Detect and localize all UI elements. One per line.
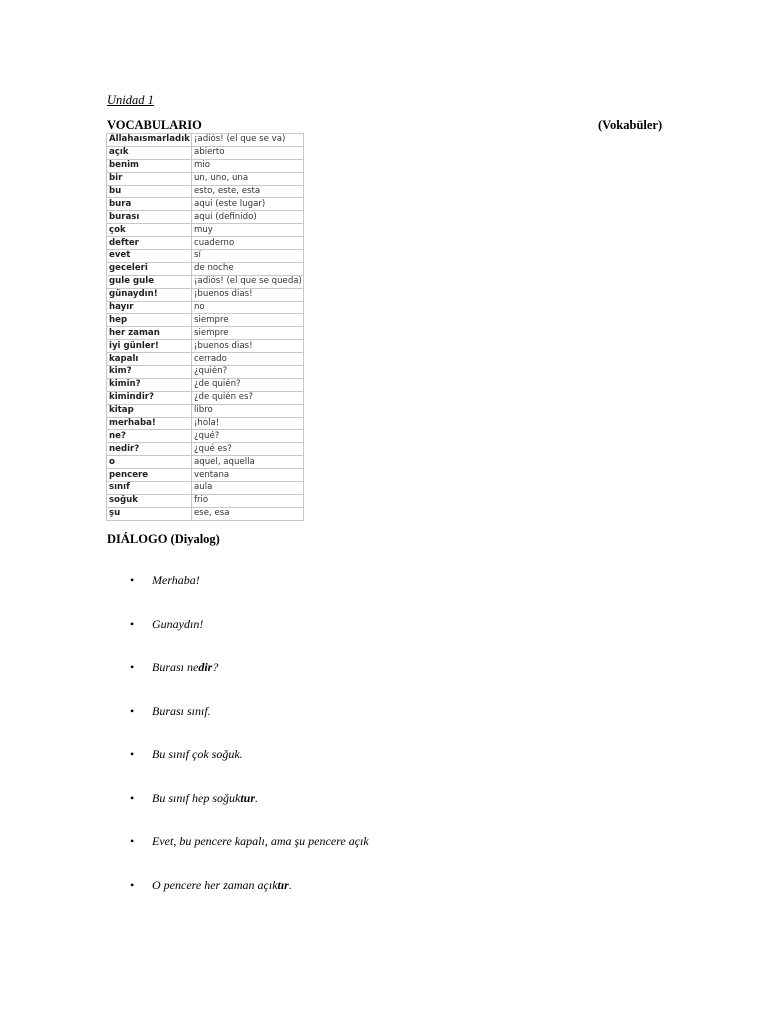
vocabulary-term: Allahaısmarladık	[107, 134, 192, 147]
vocabulary-row	[107, 507, 304, 520]
vocabulary-term: benim	[107, 159, 192, 172]
vocabulary-table	[106, 133, 304, 521]
vocabulary-row	[107, 237, 304, 250]
vocabulary-row	[107, 366, 304, 379]
vocabulary-row	[107, 275, 304, 288]
bullet-icon: •	[130, 877, 135, 892]
vocabulary-meaning: ¿qué?	[191, 430, 303, 443]
vocabulary-meaning: ¡buenos dias!	[191, 288, 303, 301]
vocabulary-term: soğuk	[107, 494, 192, 507]
bullet-icon: •	[130, 616, 135, 631]
dialog-line	[130, 746, 369, 790]
vocabulary-meaning: ¿qué es?	[191, 443, 303, 456]
vocabulary-term: evet	[107, 250, 192, 263]
vocabulary-row	[107, 172, 304, 185]
vocabulary-row	[107, 146, 304, 159]
dialog-line	[130, 616, 369, 660]
vocabulary-row	[107, 185, 304, 198]
vocabulary-term: kitap	[107, 404, 192, 417]
vocabulary-meaning: no	[191, 301, 303, 314]
vocabulary-term: bura	[107, 198, 192, 211]
vocabulary-row	[107, 288, 304, 301]
vocabulary-term: iyi günler!	[107, 340, 192, 353]
vocabulary-row	[107, 159, 304, 172]
vocabulary-term: hayır	[107, 301, 192, 314]
vocabulary-term: ne?	[107, 430, 192, 443]
vocabulary-term: gule gule	[107, 275, 192, 288]
vocabulary-row	[107, 482, 304, 495]
vocabulary-meaning: cuaderno	[191, 237, 303, 250]
vocabulary-term: o	[107, 456, 192, 469]
vocabulary-meaning: mio	[191, 159, 303, 172]
dialog-line	[130, 833, 369, 877]
vocabulary-meaning: ¡hola!	[191, 417, 303, 430]
dialog-heading: DIÁLOGO (Diyalog)	[107, 532, 220, 546]
vocabulary-term: sınıf	[107, 482, 192, 495]
dialog-line-text: Burası sınıf.	[152, 703, 211, 718]
vocabulary-term: bir	[107, 172, 192, 185]
vocabulary-meaning: frio	[191, 494, 303, 507]
vocabulary-meaning: ¡buenos dias!	[191, 340, 303, 353]
vocabulary-row	[107, 378, 304, 391]
vocabulary-row	[107, 456, 304, 469]
vocabulary-meaning: sí	[191, 250, 303, 263]
vocabulary-term: nedir?	[107, 443, 192, 456]
vocabulary-row	[107, 494, 304, 507]
vocabulary-meaning: ¡adiós! (el que se queda)	[191, 275, 303, 288]
dialog-line-text: Burası ne	[152, 660, 199, 674]
vocabulary-meaning: aqui (este lugar)	[191, 198, 303, 211]
bullet-icon: •	[130, 660, 135, 674]
vocabulary-row	[107, 327, 304, 340]
vocabulary-meaning: aula	[191, 482, 303, 495]
dialog-line	[130, 659, 369, 703]
vocabulary-term: çok	[107, 224, 192, 237]
vocabulary-meaning: siempre	[191, 314, 303, 327]
vocabulary-meaning: ¿de quién es?	[191, 391, 303, 404]
dialog-line-text: O pencere her zaman açık	[152, 877, 278, 892]
vocabulary-term: geceleri	[107, 262, 192, 275]
vocabulary-term: günaydın!	[107, 288, 192, 301]
vocabulary-row	[107, 469, 304, 482]
vocabulary-term: defter	[107, 237, 192, 250]
vocabulary-meaning: aqui (definido)	[191, 211, 303, 224]
vocabulary-row	[107, 353, 304, 366]
vocabulary-term: merhaba!	[107, 417, 192, 430]
vocabulary-row	[107, 224, 304, 237]
dialog-line-suffix: tur	[240, 790, 256, 805]
vocabulary-table-body	[107, 134, 304, 521]
dialog-line	[130, 703, 369, 747]
dialog-line-text: Bu sınıf hep soğuk	[152, 790, 241, 805]
vocabulary-row	[107, 391, 304, 404]
dialog-list	[130, 572, 369, 920]
vocabulary-meaning: esto, este, esta	[191, 185, 303, 198]
vocabulary-meaning: ventana	[191, 469, 303, 482]
bullet-icon: •	[130, 573, 135, 587]
bullet-icon: •	[130, 747, 135, 761]
vocabulary-row	[107, 430, 304, 443]
vocabulary-term: kimin?	[107, 378, 192, 391]
vocabulary-term: pencere	[107, 469, 192, 482]
vocabulary-meaning: libro	[191, 404, 303, 417]
dialog-line-text: Merhaba!	[152, 573, 200, 587]
vocabulary-term: burası	[107, 211, 192, 224]
vocabulary-term: kapalı	[107, 353, 192, 366]
bullet-icon: •	[130, 790, 135, 805]
vocabulary-term: hep	[107, 314, 192, 327]
dialog-line-punctuation: .	[288, 877, 292, 892]
vocabulary-term: her zaman	[107, 327, 192, 340]
unit-title: Unidad 1	[107, 93, 154, 107]
vocabulary-term: şu	[107, 507, 192, 520]
vocabulary-meaning: de noche	[191, 262, 303, 275]
dialog-line-suffix: tır	[277, 877, 289, 892]
vocabulary-row	[107, 404, 304, 417]
dialog-line-text: Gunaydın!	[152, 616, 204, 631]
vocabulary-row	[107, 417, 304, 430]
vocabulary-row	[107, 262, 304, 275]
dialog-line-text: Bu sınıf çok soğuk.	[152, 747, 243, 761]
vocabulary-term: açık	[107, 146, 192, 159]
vocabulary-row	[107, 211, 304, 224]
vocabulary-meaning: ese, esa	[191, 507, 303, 520]
vocabulary-row	[107, 301, 304, 314]
vocabulary-term: kimindir?	[107, 391, 192, 404]
vocabulary-meaning: aquel, aquella	[191, 456, 303, 469]
dialog-line	[130, 877, 369, 921]
bullet-icon: •	[130, 703, 135, 718]
dialog-line-text: Evet, bu pencere kapalı, ama şu pencere açık	[152, 834, 369, 848]
vocabulary-row	[107, 314, 304, 327]
vocabulary-meaning: ¿quién?	[191, 366, 303, 379]
vocabulary-heading-turkish: (Vokabüler)	[598, 118, 663, 132]
vocabulary-meaning: abierto	[191, 146, 303, 159]
dialog-line-suffix: dir	[198, 660, 213, 674]
vocabulary-meaning: ¡adiós! (el que se va)	[191, 134, 303, 147]
bullet-icon: •	[130, 834, 135, 848]
dialog-line-punctuation: .	[255, 790, 259, 805]
vocabulary-row	[107, 134, 304, 147]
vocabulary-meaning: un, uno, una	[191, 172, 303, 185]
vocabulary-heading: VOCABULARIO	[107, 118, 202, 132]
vocabulary-meaning: siempre	[191, 327, 303, 340]
vocabulary-row	[107, 443, 304, 456]
dialog-line	[130, 790, 369, 834]
dialog-line-punctuation: ?	[212, 660, 219, 674]
vocabulary-row	[107, 340, 304, 353]
vocabulary-term: kim?	[107, 366, 192, 379]
vocabulary-meaning: cerrado	[191, 353, 303, 366]
vocabulary-meaning: muy	[191, 224, 303, 237]
vocabulary-row	[107, 198, 304, 211]
vocabulary-term: bu	[107, 185, 192, 198]
dialog-line	[130, 572, 369, 616]
vocabulary-meaning: ¿de quién?	[191, 378, 303, 391]
vocabulary-row	[107, 250, 304, 263]
